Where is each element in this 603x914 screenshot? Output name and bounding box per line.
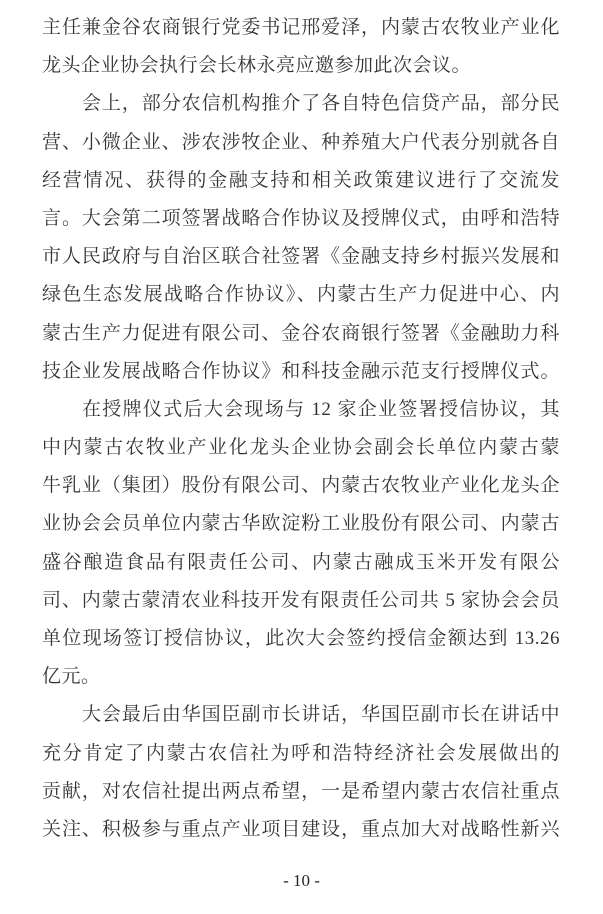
text-line: 在授牌仪式后大会现场与 12 家企业签署授信协议，其 <box>82 398 560 420</box>
text-line: 中内蒙古农牧业产业化龙头企业协会副会长单位内蒙古蒙 <box>42 437 560 459</box>
text-line: 业协会会员单位内蒙古华欧淀粉工业股份有限公司、内蒙古 <box>42 513 560 535</box>
text-line: 龙头企业协会执行会长林永亮应邀参加此次会议。 <box>42 55 472 77</box>
text-line: 关注、积极参与重点产业项目建设，重点加大对战略性新兴 <box>42 818 560 840</box>
text-line: 经营情况、获得的金融支持和相关政策建议进行了交流发 <box>42 169 560 191</box>
document-body-text <box>42 9 560 849</box>
text-line: 盛谷酿造食品有限责任公司、内蒙古融成玉米开发有限公 <box>42 551 560 573</box>
text-line: 会上，部分农信机构推介了各自特色信贷产品，部分民 <box>82 93 560 115</box>
text-line: 亿元。 <box>42 666 101 688</box>
text-line: 主任兼金谷农商银行党委书记邢爱泽，内蒙古农牧业产业化 <box>42 17 560 38</box>
text-line: 绿色生态发展战略合作协议》、内蒙古生产力促进中心、内 <box>42 284 560 306</box>
text-line: 市人民政府与自治区联合社签署《金融支持乡村振兴发展和 <box>42 246 560 268</box>
text-line: 贡献，对农信社提出两点希望，一是希望内蒙古农信社重点 <box>42 780 560 802</box>
text-line: 牛乳业（集团）股份有限公司、内蒙古农牧业产业化龙头企 <box>42 475 560 497</box>
text-line: 单位现场签订授信协议，此次大会签约授信金额达到 13.26 <box>42 628 560 649</box>
text-line: 技企业发展战略合作协议》和科技金融示范支行授牌仪式。 <box>42 360 560 382</box>
page-number: - 10 - <box>283 871 320 890</box>
text-line: 司、内蒙古蒙清农业科技开发有限责任公司共 5 家协会会员 <box>42 589 560 611</box>
text-line: 充分肯定了内蒙古农信社为呼和浩特经济社会发展做出的 <box>42 742 560 764</box>
text-line: 言。大会第二项签署战略合作协议及授牌仪式，由呼和浩特 <box>42 207 560 229</box>
text-line: 蒙古生产力促进有限公司、金谷农商银行签署《金融助力科 <box>42 322 560 344</box>
text-line: 营、小微企业、涉农涉牧企业、种养殖大户代表分别就各自 <box>42 131 560 153</box>
text-line: 大会最后由华国臣副市长讲话，华国臣副市长在讲话中 <box>82 704 560 726</box>
